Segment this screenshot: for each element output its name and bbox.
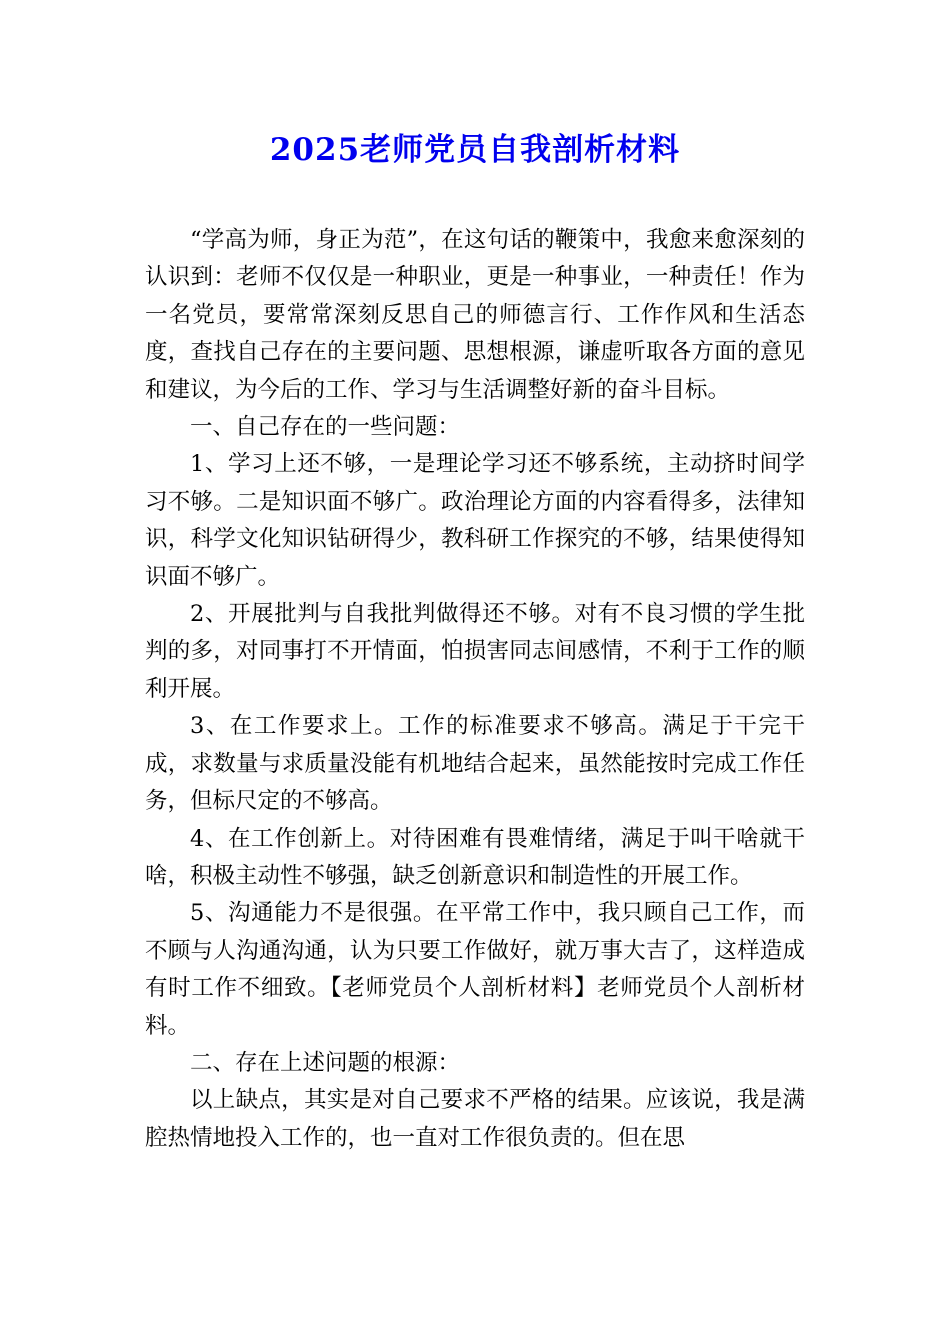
section-heading-roots: 二、存在上述问题的根源： xyxy=(190,1049,461,1076)
paragraph-roots: 以上缺点，其实是对自己要求不严格的结果。应该说，我是满腔热情地投入工作的，也一直对工作很负责的。但在思 xyxy=(145,1087,805,1151)
paragraph-problem-2: 2、开展批判与自我批判做得还不够。对有不良习惯的学生批判的多，对同事打不开情面，怕损害同志间感情，不利于工作的顺利开展。 xyxy=(145,601,805,702)
document-body xyxy=(145,222,805,1157)
document-title: 2025老师党员自我剖析材料 xyxy=(269,132,681,168)
paragraph-problem-5: 5、沟通能力不是很强。在平常工作中，我只顾自己工作，而不顾与人沟通沟通，认为只要工作做好，就万事大吉了，这样造成有时工作不细致。【老师党员个人剖析材料】老师党员个人剖析材料。 xyxy=(145,900,805,1039)
paragraph-problem-3: 3、在工作要求上。工作的标准要求不够高。满足于干完干成，求数量与求质量没能有机地结合起来，虽然能按时完成工作任务，但标尺定的不够高。 xyxy=(145,713,805,815)
section-heading-problems: 一、自己存在的一些问题： xyxy=(190,414,461,441)
paragraph-intro: “学高为师，身正为范”，在这句话的鞭策中，我愈来愈深刻的认识到：老师不仅仅是一种职业，更是一种事业，一种责任！作为一名党员，要常常深刻反思自己的师德言行、工作作风和生活态度，查找自己存在的主要问题、思想根源，谦虚听取各方面的意见和建议，为今后的工作、学习与生活调整好新的奋斗目标。 xyxy=(145,227,805,403)
paragraph-problem-4: 4、在工作创新上。对待困难有畏难情绪，满足于叫干啥就干啥，积极主动性不够强，缺乏创新意识和制造性的开展工作。 xyxy=(145,825,805,889)
paragraph-problem-1: 1、学习上还不够，一是理论学习还不够系统，主动挤时间学习不够。二是知识面不够广。政治理论方面的内容看得多，法律知识，科学文化知识钻研得少，教科研工作探究的不够，结果使得知识面不够广。 xyxy=(145,451,805,590)
